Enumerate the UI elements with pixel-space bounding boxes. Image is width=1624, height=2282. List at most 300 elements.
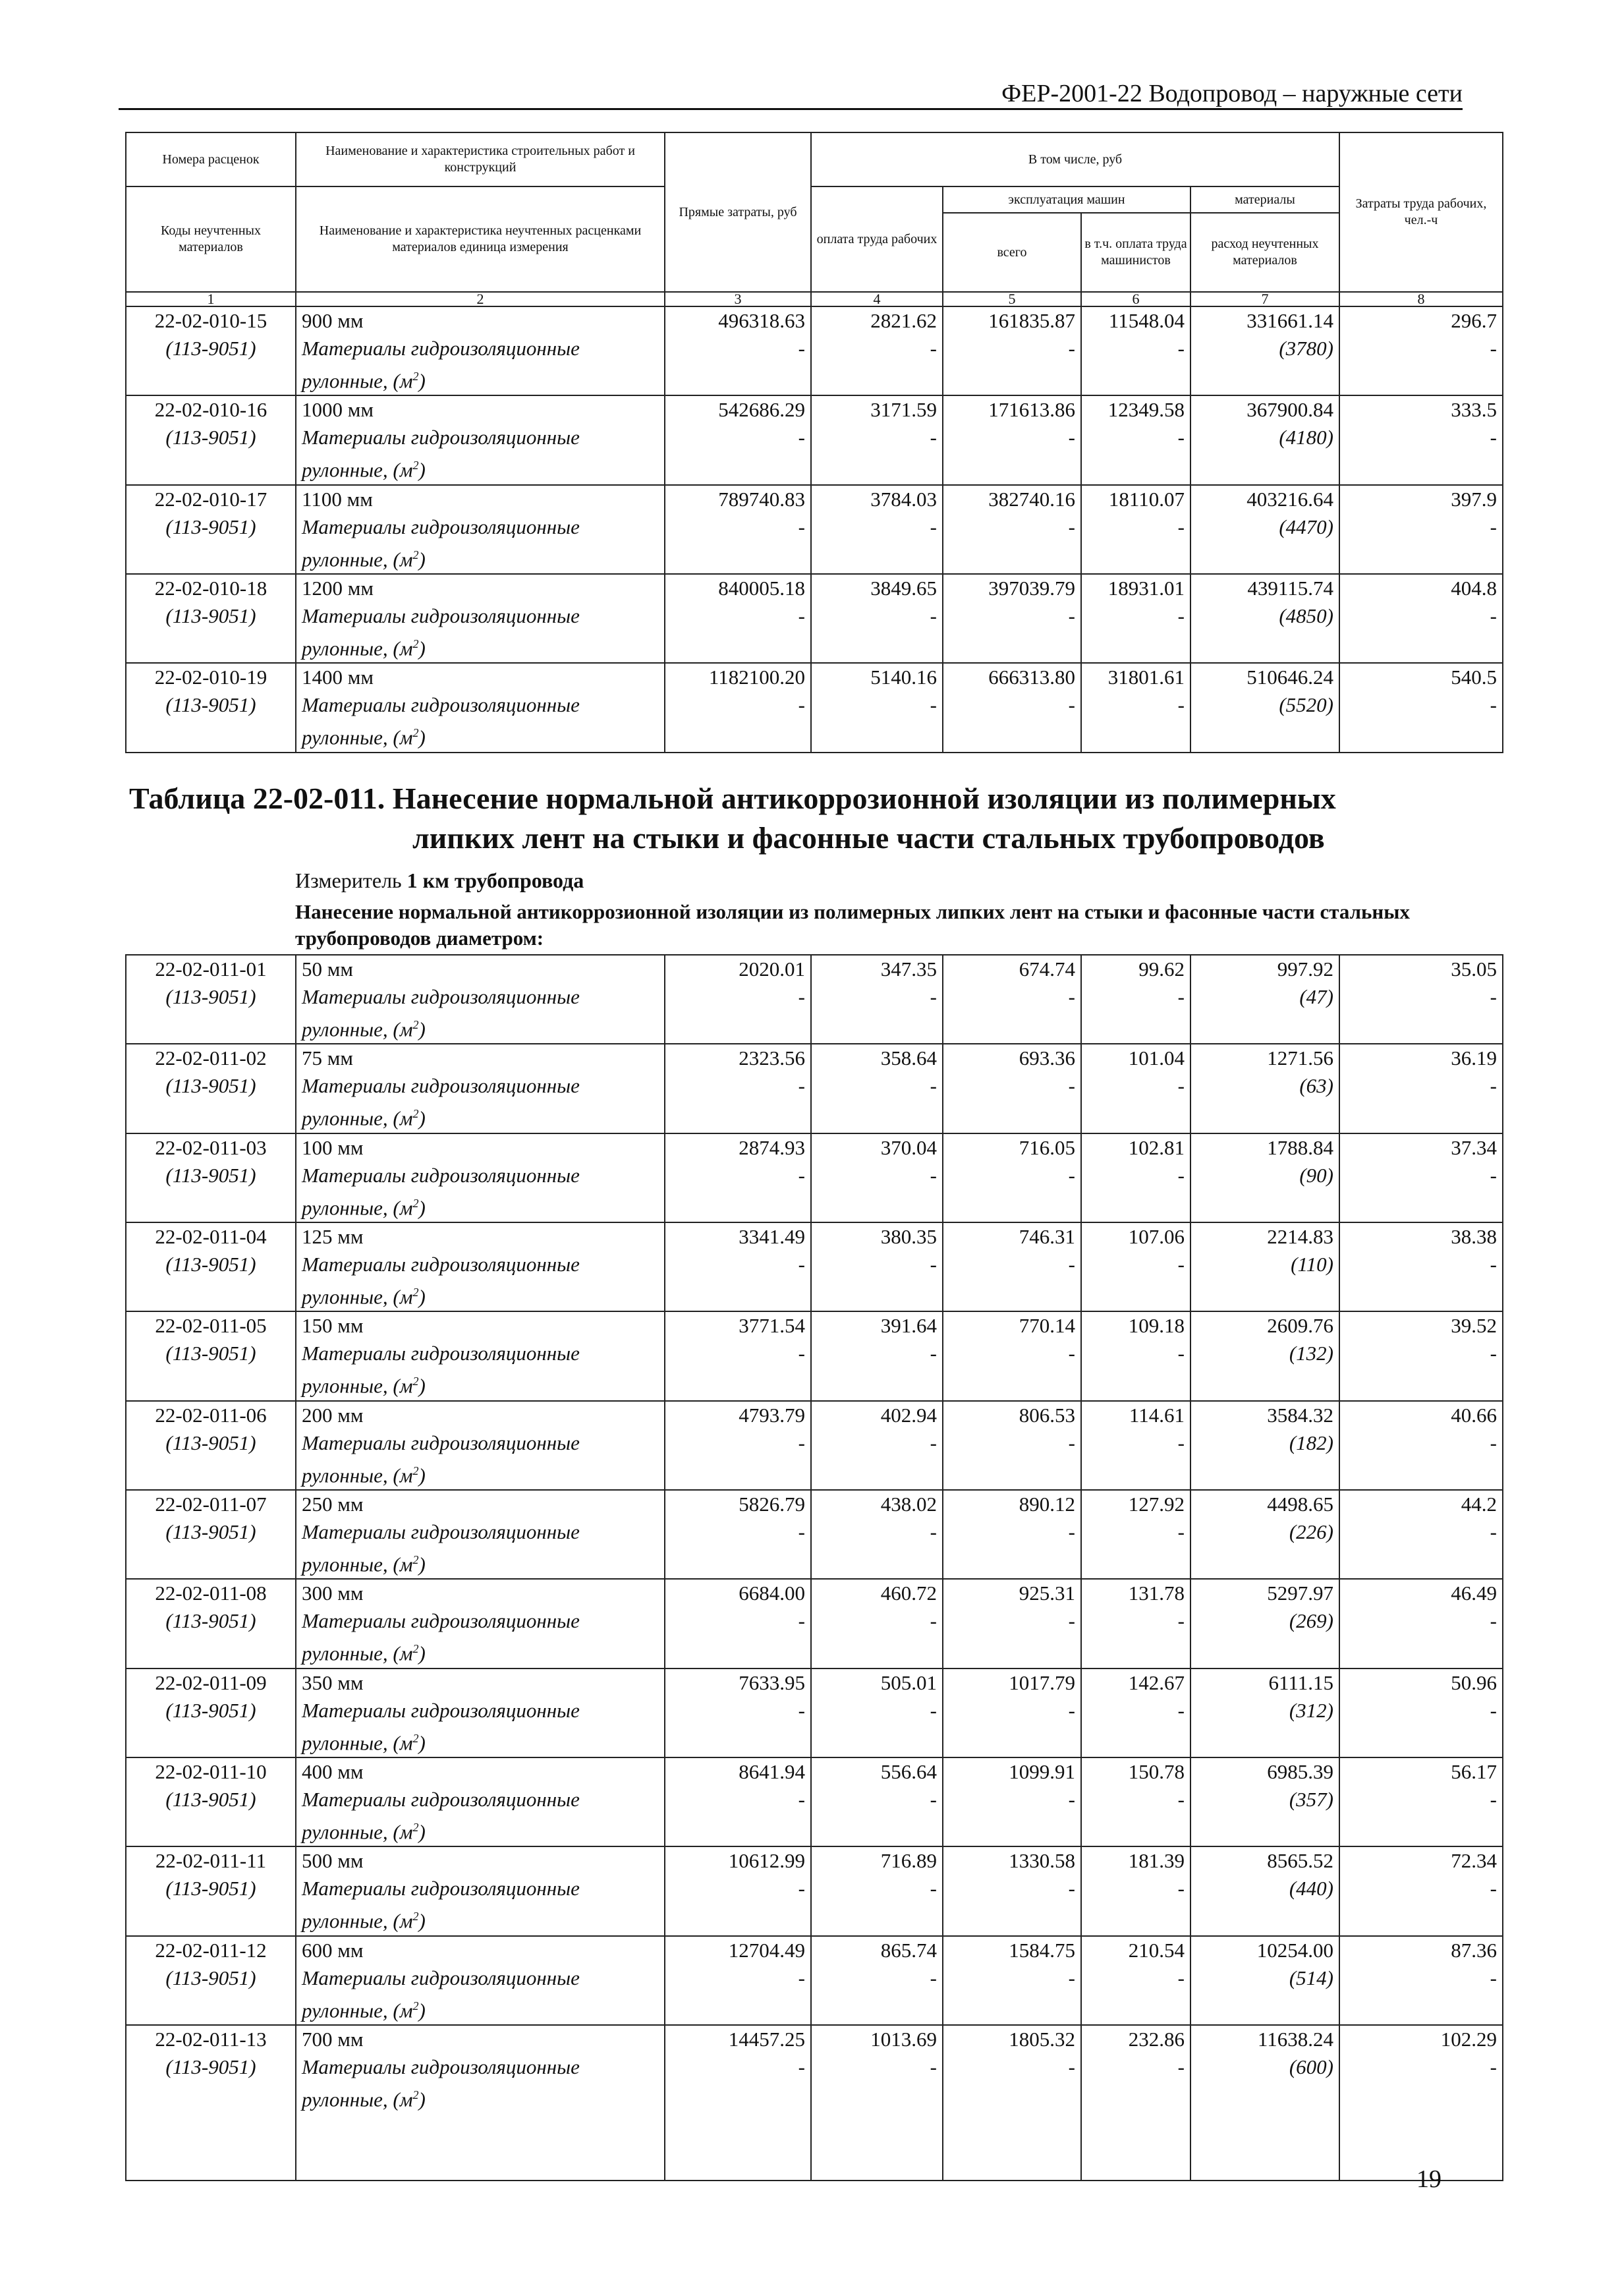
table-row [126,1311,1503,1340]
material-unit-exp: 2 [412,1553,419,1566]
material-unit-text: рулонные, (м [302,1909,413,1933]
col-header-machines: эксплуатация машин [943,186,1190,213]
direct-cost: 3341.49 [665,1222,811,1251]
dash-cell: - [811,1697,943,1725]
material-code: (113-9051) [126,335,296,362]
material-quantity: (269) [1190,1607,1339,1635]
table-row [126,1490,1503,1518]
work-name: 1200 мм [296,574,665,602]
dash-cell: - [1339,691,1503,719]
empty-cell [665,1100,811,1133]
material-name: Материалы гидроизоляционные [296,424,665,451]
empty-cell [1190,719,1339,752]
empty-cell [1339,1100,1503,1133]
material-name: Материалы гидроизоляционные [296,1518,665,1546]
material-row [126,424,1503,451]
empty-cell [943,2081,1081,2181]
material-unit-close: ) [418,1463,426,1487]
empty-cell [665,630,811,663]
dash-cell: - [1339,335,1503,362]
empty-cell [1190,362,1339,395]
dash-cell: - [1081,1251,1190,1278]
dash-cell: - [811,1251,943,1278]
machine-labor-cost: 210.54 [1081,1936,1190,1964]
empty-cell [665,1635,811,1668]
material-unit-exp: 2 [412,1196,419,1210]
empty-cell [126,1725,296,1757]
dash-cell: - [1081,1518,1190,1546]
labor-hours: 404.8 [1339,574,1503,602]
table-row [126,1044,1503,1072]
material-quantity: (5520) [1190,691,1339,719]
empty-cell [1081,1278,1190,1311]
table-row [126,306,1503,335]
rate-code: 22-02-010-18 [126,574,296,602]
empty-cell [811,1278,943,1311]
material-name: Материалы гидроизоляционные [296,1429,665,1457]
material-unit-close: ) [418,1195,426,1219]
material-unit-exp: 2 [412,2088,419,2101]
material-unit-close: ) [418,458,426,482]
dash-cell: - [1081,1429,1190,1457]
labor-cost: 438.02 [811,1490,943,1518]
col-number: 4 [811,292,943,306]
dash-cell: - [1339,424,1503,451]
materials-cost: 439115.74 [1190,574,1339,602]
page-header [119,74,1463,110]
rate-code: 22-02-011-13 [126,2025,296,2053]
empty-cell [665,1011,811,1044]
empty-cell [126,1902,296,1935]
empty-cell [1081,362,1190,395]
labor-hours: 102.29 [1339,2025,1503,2053]
labor-hours: 40.66 [1339,1401,1503,1429]
rate-code: 22-02-010-16 [126,395,296,424]
machine-cost: 746.31 [943,1222,1081,1251]
material-name: Материалы гидроизоляционные [296,691,665,719]
empty-cell [1190,1189,1339,1222]
material-unit-text: рулонные, (м [302,369,413,393]
empty-cell [126,1635,296,1668]
material-row-cont [126,1457,1503,1490]
dash-cell: - [811,1964,943,1992]
material-unit [296,1546,665,1579]
material-unit [296,1992,665,2025]
empty-cell [1081,1100,1190,1133]
dash-cell: - [1081,513,1190,541]
col-number: 3 [665,292,811,306]
rate-code: 22-02-011-05 [126,1311,296,1340]
material-row-cont [126,1189,1503,1222]
direct-cost: 2323.56 [665,1044,811,1072]
dash-cell: - [665,1162,811,1189]
col-header-mat-name: Наименование и характеристика неучтенных расценками материалов единица измерения [296,186,665,292]
dash-cell: - [811,1518,943,1546]
labor-hours: 296.7 [1339,306,1503,335]
machine-labor-cost: 127.92 [1081,1490,1190,1518]
table-row [126,1133,1503,1162]
empty-cell [1081,1546,1190,1579]
empty-cell [943,719,1081,752]
material-unit-text: рулонные, (м [302,1106,413,1130]
direct-cost: 8641.94 [665,1757,811,1786]
dash-cell: - [665,1429,811,1457]
col-header-mat-usage: расход неучтенных материалов [1190,213,1339,292]
direct-cost: 14457.25 [665,2025,811,2053]
material-code: (113-9051) [126,1251,296,1278]
material-code: (113-9051) [126,513,296,541]
rate-code: 22-02-011-06 [126,1401,296,1429]
empty-cell [811,630,943,663]
material-unit [296,1813,665,1846]
labor-cost: 380.35 [811,1222,943,1251]
empty-cell [1339,1992,1503,2025]
dash-cell: - [1339,1429,1503,1457]
table-row [126,663,1503,691]
table-row [126,1579,1503,1607]
direct-cost: 2874.93 [665,1133,811,1162]
empty-cell [665,1813,811,1846]
empty-cell [1081,541,1190,574]
material-row [126,1518,1503,1546]
col-header-mach-total: всего [943,213,1081,292]
material-row [126,983,1503,1011]
empty-cell [665,2081,811,2181]
material-name: Материалы гидроизоляционные [296,1964,665,1992]
empty-cell [1339,630,1503,663]
labor-cost: 716.89 [811,1846,943,1875]
material-name: Материалы гидроизоляционные [296,1072,665,1100]
material-row-cont [126,362,1503,395]
labor-hours: 44.2 [1339,1490,1503,1518]
empty-cell [1081,1725,1190,1757]
dash-cell: - [1339,1518,1503,1546]
material-unit-close: ) [418,1553,426,1576]
material-unit-exp: 2 [412,1018,419,1031]
rate-code: 22-02-010-19 [126,663,296,691]
work-name: 50 мм [296,955,665,983]
machine-labor-cost: 142.67 [1081,1669,1190,1697]
col-header-labor: оплата труда рабочих [811,186,943,292]
empty-cell [126,1278,296,1311]
rate-code: 22-02-011-08 [126,1579,296,1607]
material-row-cont [126,2081,1503,2181]
empty-cell [126,2081,296,2181]
dash-cell: - [943,691,1081,719]
material-unit-text: рулонные, (м [302,1374,413,1398]
machine-cost: 770.14 [943,1311,1081,1340]
material-unit-exp: 2 [412,370,419,383]
empty-cell [665,362,811,395]
labor-cost: 358.64 [811,1044,943,1072]
materials-cost: 1271.56 [1190,1044,1339,1072]
machine-cost: 693.36 [943,1044,1081,1072]
material-quantity: (440) [1190,1875,1339,1902]
material-unit [296,1011,665,1044]
material-row [126,1607,1503,1635]
machine-labor-cost: 232.86 [1081,2025,1190,2053]
materials-cost: 10254.00 [1190,1936,1339,1964]
empty-cell [1339,541,1503,574]
machine-labor-cost: 12349.58 [1081,395,1190,424]
col-number: 7 [1190,292,1339,306]
table-row [126,395,1503,424]
material-name: Материалы гидроизоляционные [296,1340,665,1367]
empty-cell [811,541,943,574]
material-unit-exp: 2 [412,459,419,472]
empty-cell [1339,1189,1503,1222]
dash-cell: - [811,1429,943,1457]
material-unit-text: рулонные, (м [302,1285,413,1309]
material-unit [296,451,665,484]
dash-cell: - [943,1429,1081,1457]
empty-cell [943,1635,1081,1668]
material-quantity: (357) [1190,1786,1339,1813]
empty-cell [1081,2081,1190,2181]
labor-hours: 39.52 [1339,1311,1503,1340]
work-name: 700 мм [296,2025,665,2053]
measure-unit-value: 1 км трубопровода [406,869,584,892]
dash-cell: - [943,1607,1081,1635]
material-row-cont [126,719,1503,752]
dash-cell: - [665,602,811,630]
material-unit [296,1367,665,1400]
empty-cell [811,1725,943,1757]
material-quantity: (226) [1190,1518,1339,1546]
empty-cell [1339,1278,1503,1311]
machine-labor-cost: 181.39 [1081,1846,1190,1875]
material-row-cont [126,541,1503,574]
dash-cell: - [943,1697,1081,1725]
material-row [126,1786,1503,1813]
work-name: 1000 мм [296,395,665,424]
work-name: 75 мм [296,1044,665,1072]
machine-cost: 382740.16 [943,485,1081,513]
machine-cost: 171613.86 [943,395,1081,424]
machine-cost: 1805.32 [943,2025,1081,2053]
rate-code: 22-02-011-12 [126,1936,296,1964]
machine-labor-cost: 11548.04 [1081,306,1190,335]
material-code: (113-9051) [126,1607,296,1635]
labor-cost: 3171.59 [811,395,943,424]
empty-cell [811,1011,943,1044]
empty-cell [1190,451,1339,484]
direct-cost: 4793.79 [665,1401,811,1429]
material-quantity: (514) [1190,1964,1339,1992]
empty-cell [1081,1902,1190,1935]
machine-labor-cost: 102.81 [1081,1133,1190,1162]
col-header-materials: материалы [1190,186,1339,213]
material-quantity: (600) [1190,2053,1339,2081]
empty-cell [811,1100,943,1133]
material-unit-text: рулонные, (м [302,2088,413,2111]
material-unit-text: рулонные, (м [302,1641,413,1665]
dash-cell: - [1081,1875,1190,1902]
material-unit-exp: 2 [412,1820,419,1834]
direct-cost: 7633.95 [665,1669,811,1697]
material-row [126,335,1503,362]
table-row [126,2025,1503,2053]
material-quantity: (4850) [1190,602,1339,630]
dash-cell: - [811,602,943,630]
direct-cost: 542686.29 [665,395,811,424]
empty-cell [665,719,811,752]
table-title-line2: липких лент на стыки и фасонные части стальных трубопроводов [412,821,1325,855]
material-unit-exp: 2 [412,1910,419,1924]
dash-cell: - [1339,983,1503,1011]
empty-cell [1081,630,1190,663]
rate-code: 22-02-011-09 [126,1669,296,1697]
material-code: (113-9051) [126,424,296,451]
material-unit-exp: 2 [412,548,419,561]
dash-cell: - [1081,691,1190,719]
material-unit-exp: 2 [412,1107,419,1121]
labor-cost: 402.94 [811,1401,943,1429]
labor-hours: 37.34 [1339,1133,1503,1162]
material-unit-exp: 2 [412,1375,419,1388]
empty-cell [1339,1367,1503,1400]
col-header-name: Наименование и характеристика строительных работ и конструкций [296,132,665,186]
table-title [129,779,1467,858]
materials-cost: 367900.84 [1190,395,1339,424]
machine-cost: 806.53 [943,1401,1081,1429]
empty-cell [1339,719,1503,752]
dash-cell: - [665,1607,811,1635]
material-code: (113-9051) [126,1162,296,1189]
empty-cell [665,1546,811,1579]
machine-labor-cost: 101.04 [1081,1044,1190,1072]
material-quantity: (4470) [1190,513,1339,541]
dash-cell: - [1081,1072,1190,1100]
material-code: (113-9051) [126,983,296,1011]
empty-cell [1190,1457,1339,1490]
material-unit-exp: 2 [412,726,419,740]
dash-cell: - [1081,1340,1190,1367]
work-name: 300 мм [296,1579,665,1607]
empty-cell [811,1367,943,1400]
material-name: Материалы гидроизоляционные [296,1875,665,1902]
direct-cost: 496318.63 [665,306,811,335]
dash-cell: - [811,1072,943,1100]
material-code: (113-9051) [126,691,296,719]
material-quantity: (182) [1190,1429,1339,1457]
dash-cell: - [943,1964,1081,1992]
dash-cell: - [1339,602,1503,630]
machine-labor-cost: 18110.07 [1081,485,1190,513]
materials-cost: 403216.64 [1190,485,1339,513]
direct-cost: 789740.83 [665,485,811,513]
materials-cost: 331661.14 [1190,306,1339,335]
dash-cell: - [1081,602,1190,630]
empty-cell [665,1725,811,1757]
material-code: (113-9051) [126,1697,296,1725]
machine-cost: 674.74 [943,955,1081,983]
material-unit-close: ) [418,1820,426,1844]
col-header-mach-labor: в т.ч. оплата труда машинистов [1081,213,1190,292]
direct-cost: 10612.99 [665,1846,811,1875]
empty-cell [943,1011,1081,1044]
empty-cell [1339,1011,1503,1044]
empty-cell [1190,1011,1339,1044]
dash-cell: - [665,1697,811,1725]
material-unit-exp: 2 [412,1731,419,1745]
material-quantity: (63) [1190,1072,1339,1100]
empty-cell [665,451,811,484]
labor-hours: 38.38 [1339,1222,1503,1251]
material-name: Материалы гидроизоляционные [296,1786,665,1813]
materials-cost: 5297.97 [1190,1579,1339,1607]
material-unit [296,1100,665,1133]
empty-cell [1190,1635,1339,1668]
machine-labor-cost: 114.61 [1081,1401,1190,1429]
empty-cell [126,1189,296,1222]
col-header-codes: Номера расценок [126,132,296,186]
empty-cell [1339,1457,1503,1490]
empty-cell [126,630,296,663]
material-row [126,1429,1503,1457]
labor-cost: 505.01 [811,1669,943,1697]
empty-cell [943,451,1081,484]
dash-cell: - [665,335,811,362]
dash-cell: - [665,691,811,719]
dash-cell: - [943,513,1081,541]
dash-cell: - [811,513,943,541]
material-unit-close: ) [418,1285,426,1309]
material-quantity: (110) [1190,1251,1339,1278]
material-name: Материалы гидроизоляционные [296,1251,665,1278]
work-name: 100 мм [296,1133,665,1162]
material-unit-text: рулонные, (м [302,1553,413,1576]
table-row [126,574,1503,602]
empty-cell [665,1992,811,2025]
material-name: Материалы гидроизоляционные [296,983,665,1011]
material-quantity: (3780) [1190,335,1339,362]
material-unit-close: ) [418,1730,426,1754]
material-code: (113-9051) [126,1429,296,1457]
material-unit-close: ) [418,637,426,660]
material-row-cont [126,1813,1503,1846]
material-row [126,1162,1503,1189]
material-row [126,513,1503,541]
dash-cell: - [1339,1607,1503,1635]
rate-code: 22-02-011-01 [126,955,296,983]
dash-cell: - [1339,1251,1503,1278]
labor-hours: 397.9 [1339,485,1503,513]
direct-cost: 840005.18 [665,574,811,602]
material-code: (113-9051) [126,1072,296,1100]
empty-cell [665,1189,811,1222]
empty-cell [943,362,1081,395]
rate-code: 22-02-011-11 [126,1846,296,1875]
material-unit [296,719,665,752]
work-name: 900 мм [296,306,665,335]
labor-hours: 46.49 [1339,1579,1503,1607]
dash-cell: - [1339,2053,1503,2081]
direct-cost: 3771.54 [665,1311,811,1340]
material-unit [296,1189,665,1222]
material-code: (113-9051) [126,602,296,630]
material-name: Материалы гидроизоляционные [296,1607,665,1635]
dash-cell: - [1081,1964,1190,1992]
empty-cell [1081,1992,1190,2025]
material-row-cont [126,1635,1503,1668]
material-quantity: (312) [1190,1697,1339,1725]
material-unit-text: рулонные, (м [302,1730,413,1754]
labor-cost: 370.04 [811,1133,943,1162]
dash-cell: - [1081,1162,1190,1189]
rate-code: 22-02-011-10 [126,1757,296,1786]
empty-cell [1190,2081,1339,2181]
